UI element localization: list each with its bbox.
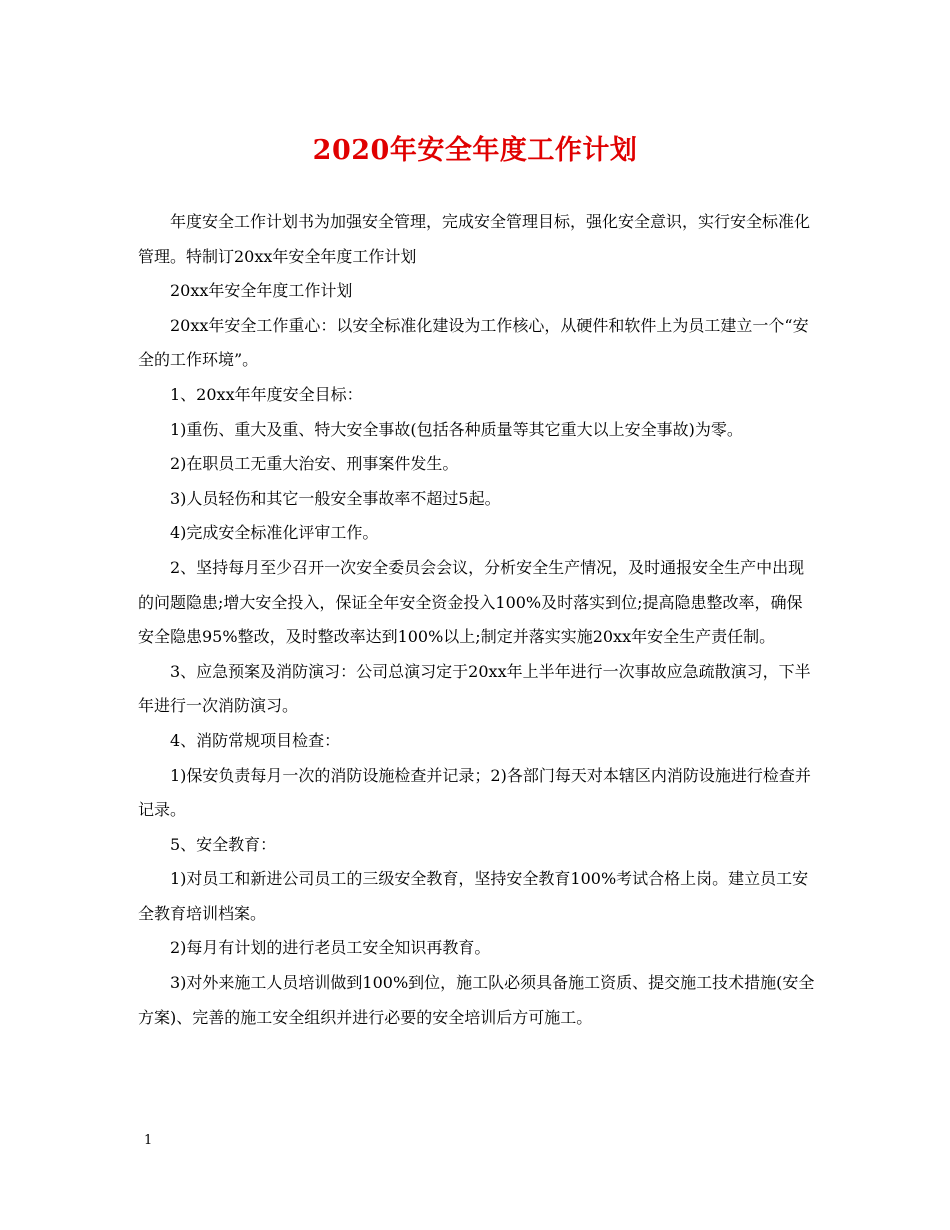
paragraph: 1)对员工和新进公司员工的三级安全教育，坚持安全教育100%考试合格上岗。建立员工安全教育培训档案。 xyxy=(138,869,809,923)
paragraph: 20xx年安全工作重心：以安全标准化建设为工作核心，从硬件和软件上为员工建立一个“安全的工作环境”。 xyxy=(138,315,809,370)
paragraph: 3)对外来施工人员培训做到100%到位，施工队必须具备施工资质、提交施工技术措施(安全方案)、完善的施工安全组织并进行必要的安全培训后方可施工。 xyxy=(138,973,815,1027)
paragraph: 4)完成安全标准化评审工作。 xyxy=(170,523,379,543)
paragraph: 年度安全工作计划书为加强安全管理，完成安全管理目标，强化安全意识，实行安全标准化管理。特制订20xx年安全年度工作计划 xyxy=(138,212,811,266)
paragraph: 3)人员轻伤和其它一般安全事故率不超过5起。 xyxy=(170,488,501,508)
paragraph: 4、消防常规项目检查： xyxy=(170,730,341,750)
document-body xyxy=(138,205,818,1035)
paragraph: 3、应急预案及消防演习：公司总演习定于20xx年上半年进行一次事故应急疏散演习，下半年进行一次消防演习。 xyxy=(138,661,811,716)
paragraph: 1)重伤、重大及重、特大安全事故(包括各种质量等其它重大以上安全事故)为零。 xyxy=(170,419,743,439)
paragraph: 5、安全教育： xyxy=(170,834,277,854)
paragraph: 1)保安负责每月一次的消防设施检查并记录；2)各部门每天对本辖区内消防设施进行检查并记录。 xyxy=(138,765,811,820)
paragraph: 2)每月有计划的进行老员工安全知识再教育。 xyxy=(170,938,491,958)
paragraph: 1、20xx年年度安全目标： xyxy=(170,384,363,404)
paragraph: 2)在职员工无重大治安、刑事案件发生。 xyxy=(170,454,459,474)
document-title: 2020年安全年度工作计划 xyxy=(312,135,638,166)
page-number: 1 xyxy=(144,1133,153,1148)
paragraph: 20xx年安全年度工作计划 xyxy=(170,281,353,301)
paragraph: 2、坚持每月至少召开一次安全委员会会议，分析安全生产情况，及时通报安全生产中出现的问题隐患;增大安全投入，保证全年安全资金投入100%及时落实到位;提高隐患整改率，确保安全隐患95%整改，及时整改率达到100%以上;制定并落实实施20xx年安全生产责任制。 xyxy=(138,557,805,647)
